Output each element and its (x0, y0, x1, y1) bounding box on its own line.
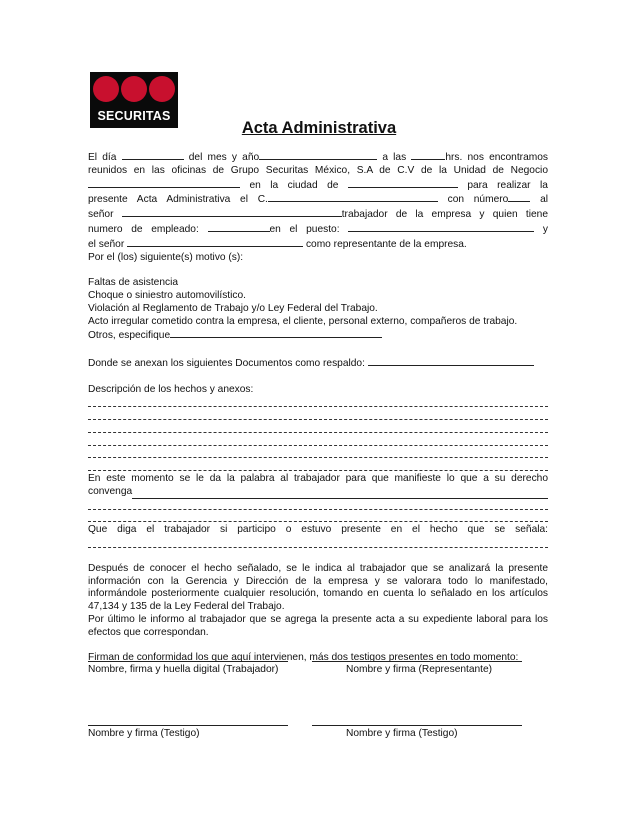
intro-text: hrs. nos encontramos (445, 152, 548, 163)
intro-text: y (542, 223, 549, 235)
descripcion-line[interactable] (88, 422, 548, 435)
intro-text: a las (382, 152, 407, 163)
otros-field[interactable] (170, 328, 382, 338)
derecho-line: En este momento se le da la palabra al trabajador para que manifieste lo que a su derecho (88, 473, 548, 485)
month-year-field[interactable] (259, 150, 377, 160)
number-field[interactable] (508, 192, 530, 202)
worker-name-field[interactable] (122, 207, 342, 217)
firman-paragraph: Firman de conformidad los que aquí intervienen, más dos testigos presentes en todo momento: (88, 652, 519, 664)
intro-line-2: reunidos en las oficinas de Grupo Securitas México, S.A de C.V de la Unidad de Negocio (88, 164, 548, 176)
motivo-item: Acto irregular cometido contra la empresa, el cliente, personal externo, compañeros de trabajo. (88, 315, 518, 327)
intro-text: para realizar la (467, 179, 548, 191)
intro-text: El día (88, 152, 117, 163)
otros-label: Otros, especifique (88, 330, 171, 342)
despues-paragraph: Después de conocer el hecho señalado, se le indica al trabajador que se analizará la presente información con la Gerencia y Dirección de la empresa y se valorara todo lo manifestado, informándole posteriormente cualquier resolución, tomando en cuenta lo señalado en los artículos 47,134 y 135 de la Ley Federal del Trabajo. (88, 562, 548, 613)
motivo-item: Faltas de asistencia (88, 277, 179, 289)
intro-text: al (540, 194, 548, 206)
intro-text: en el puesto: (269, 223, 340, 235)
descripcion-line[interactable] (88, 396, 548, 409)
intro-text: del mes y año (188, 152, 260, 163)
day-field[interactable] (122, 150, 184, 160)
intro-text: trabajador de la empresa y quien tiene (341, 209, 548, 221)
signature-line (88, 660, 288, 662)
document-body (88, 150, 548, 665)
signature-testigo-1[interactable] (88, 724, 288, 739)
motivo-heading: Por el (los) siguiente(s) motivo (s): (88, 251, 244, 263)
signature-line (88, 724, 288, 726)
intro-text: con número (447, 194, 509, 206)
signature-label: Nombre y firma (Representante) (346, 664, 493, 675)
descripcion-line[interactable] (88, 448, 548, 461)
intro-text: señor (88, 209, 114, 221)
signature-label: Nombre y firma (Testigo) (88, 728, 200, 739)
signature-line (312, 660, 522, 662)
intro-line-4 (88, 192, 548, 207)
intro-line-3 (88, 178, 548, 193)
signature-testigo-2[interactable] (312, 724, 522, 739)
convenga-line-extra[interactable] (88, 499, 548, 512)
city-field[interactable] (348, 178, 458, 188)
intro-line-5 (88, 207, 548, 222)
intro-text: como representante de la empresa. (305, 238, 467, 250)
signature-label: Nombre, firma y huella digital (Trabajador) (88, 664, 279, 675)
signature-trabajador[interactable] (88, 660, 288, 675)
position-field[interactable] (348, 222, 534, 232)
signature-representante[interactable] (312, 660, 522, 675)
ultimo-paragraph: Por último le informo al trabajador que se agrega la presente acta a su expediente laboral para los efectos que correspondan. (88, 613, 548, 638)
otros-line (88, 328, 548, 343)
signature-line (312, 724, 522, 726)
motivo-item: Violación al Reglamento de Trabajo y/o Ley Federal del Trabajo. (88, 302, 378, 314)
intro-line-6 (88, 222, 548, 237)
participo-line: Que diga el trabajador si participo o estuvo presente en el hecho que se señala: (88, 524, 548, 536)
hour-field[interactable] (411, 150, 445, 160)
documentos-line (88, 356, 548, 371)
descripcion-line[interactable] (88, 460, 548, 473)
signature-label: Nombre y firma (Testigo) (346, 728, 458, 739)
convenga-line (88, 486, 548, 499)
document-title: Acta Administrativa (241, 119, 397, 137)
representative-field[interactable] (127, 237, 303, 247)
participo-answer-line[interactable] (88, 537, 548, 550)
intro-line-1 (88, 150, 548, 165)
logo-dot-icon (93, 76, 119, 102)
logo-dot-icon (121, 76, 147, 102)
descripcion-line[interactable] (88, 409, 548, 422)
intro-line-7 (88, 237, 548, 252)
descripcion-label: Descripción de los hechos y anexos: (88, 383, 254, 395)
documentos-label: Donde se anexan los siguientes Documentos como respaldo: (88, 357, 365, 369)
logo-dot-icon (149, 76, 175, 102)
employee-number-field[interactable] (208, 222, 270, 232)
convenga-field[interactable] (132, 489, 548, 499)
intro-text: numero de empleado: (88, 223, 199, 235)
intro-text: presente Acta Administrativa el C. (88, 194, 268, 206)
convenga-label: convenga (88, 485, 133, 497)
motivo-item: Choque o siniestro automovilístico. (88, 289, 246, 301)
business-unit-field[interactable] (88, 178, 240, 188)
intro-text: el señor (88, 238, 125, 250)
intro-text: en la ciudad de (249, 179, 339, 191)
convenga-line-extra[interactable] (88, 512, 548, 525)
logo-wordmark: SECURITAS (97, 109, 171, 123)
documentos-field[interactable] (368, 356, 534, 366)
descripcion-line[interactable] (88, 435, 548, 448)
c-name-field[interactable] (268, 192, 438, 202)
